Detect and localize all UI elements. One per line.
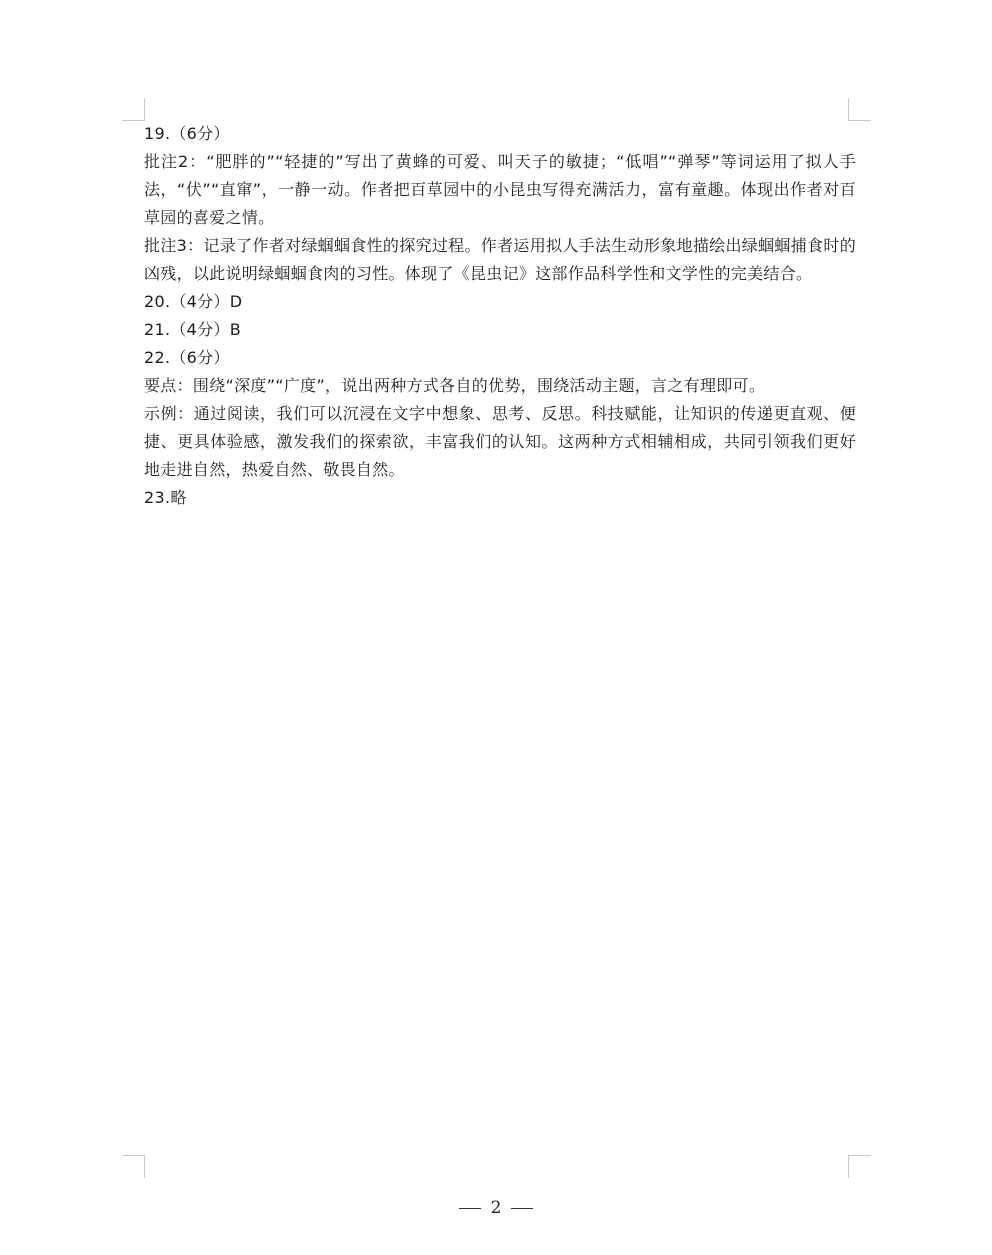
crop-mark-bottom-right — [848, 1155, 871, 1178]
answer-content — [144, 120, 856, 512]
question-19-heading: 19.（6分） — [144, 124, 230, 143]
annotation-2: 批注2：“肥胖的”“轻捷的”写出了黄蜂的可爱、叫天子的敏捷；“低唱”“弹琴”等词运用了拟人手法，“伏”“直窜”，一静一动。作者把百草园中的小昆虫写得充满活力，富有童趣。体现出作者对百草园的喜爱之情。 — [144, 152, 856, 227]
footer-dash-left — [459, 1208, 481, 1210]
question-22-heading: 22.（6分） — [144, 348, 230, 367]
question-21-answer: 21.（4分）B — [144, 320, 242, 339]
question-23-answer: 23.略 — [144, 488, 187, 507]
question-22-example: 示例：通过阅读，我们可以沉浸在文字中想象、思考、反思。科技赋能，让知识的传递更直观、便捷、更具体验感，激发我们的探索欲，丰富我们的认知。这两种方式相辅相成，共同引领我们更好地走进自然，热爱自然、敬畏自然。 — [144, 404, 856, 479]
crop-mark-top-right — [848, 98, 871, 121]
footer-dash-right — [511, 1208, 533, 1210]
crop-mark-bottom-left — [122, 1155, 145, 1178]
crop-mark-top-left — [122, 98, 145, 121]
question-22-key-points: 要点：围绕“深度”“广度”，说出两种方式各自的优势，围绕活动主题，言之有理即可。 — [144, 376, 766, 395]
page-footer — [0, 1194, 992, 1222]
annotation-3: 批注3：记录了作者对绿蝈蝈食性的探究过程。作者运用拟人手法生动形象地描绘出绿蝈蝈捕食时的凶残，以此说明绿蝈蝈食肉的习性。体现了《昆虫记》这部作品科学性和文学性的完美结合。 — [144, 236, 856, 283]
page-number: 2 — [490, 1198, 502, 1218]
question-20-answer: 20.（4分）D — [144, 292, 243, 311]
